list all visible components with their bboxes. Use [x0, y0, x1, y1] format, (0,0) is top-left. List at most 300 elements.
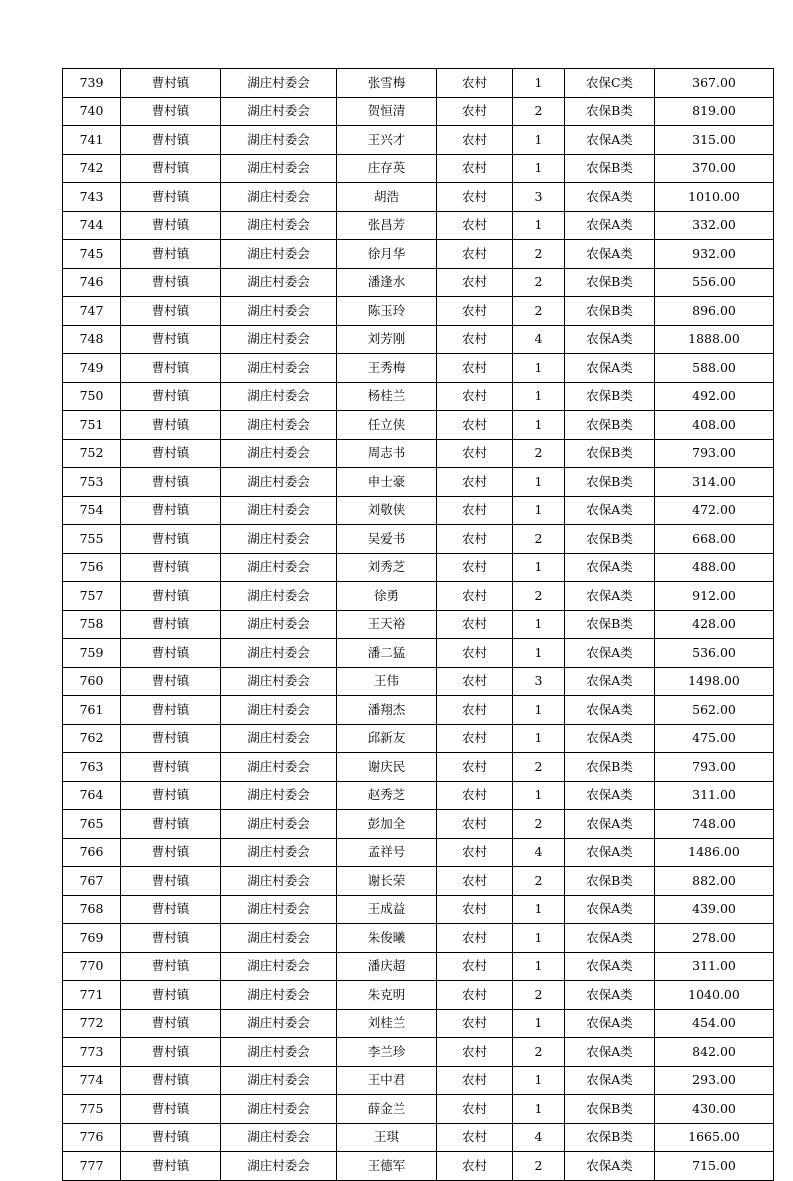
cell-category: 农保B类 [565, 1123, 655, 1152]
cell-type: 农村 [437, 810, 513, 839]
cell-amount: 428.00 [655, 610, 774, 639]
cell-amount: 278.00 [655, 924, 774, 953]
cell-count: 1 [513, 610, 565, 639]
cell-name: 孟祥号 [337, 838, 437, 867]
cell-category: 农保A类 [565, 810, 655, 839]
cell-name: 周志书 [337, 439, 437, 468]
table-row [63, 838, 774, 867]
cell-amount: 492.00 [655, 382, 774, 411]
table-row [63, 667, 774, 696]
cell-category: 农保A类 [565, 924, 655, 953]
cell-seq: 770 [63, 952, 121, 981]
cell-amount: 475.00 [655, 724, 774, 753]
cell-name: 吴爱书 [337, 525, 437, 554]
roster-table-body [63, 69, 774, 1181]
cell-name: 陈玉玲 [337, 297, 437, 326]
cell-seq: 754 [63, 496, 121, 525]
cell-name: 任立侠 [337, 411, 437, 440]
table-row [63, 639, 774, 668]
cell-type: 农村 [437, 468, 513, 497]
cell-category: 农保A类 [565, 126, 655, 155]
cell-village: 湖庄村委会 [221, 126, 337, 155]
cell-seq: 763 [63, 753, 121, 782]
cell-village: 湖庄村委会 [221, 781, 337, 810]
cell-village: 湖庄村委会 [221, 354, 337, 383]
cell-name: 赵秀芝 [337, 781, 437, 810]
cell-type: 农村 [437, 97, 513, 126]
cell-category: 农保A类 [565, 667, 655, 696]
cell-name: 王中君 [337, 1066, 437, 1095]
cell-count: 1 [513, 154, 565, 183]
cell-type: 农村 [437, 981, 513, 1010]
table-row [63, 1009, 774, 1038]
table-row [63, 496, 774, 525]
cell-town: 曹村镇 [121, 268, 221, 297]
cell-amount: 1888.00 [655, 325, 774, 354]
cell-town: 曹村镇 [121, 781, 221, 810]
cell-category: 农保A类 [565, 553, 655, 582]
cell-type: 农村 [437, 895, 513, 924]
cell-name: 徐月华 [337, 240, 437, 269]
cell-seq: 747 [63, 297, 121, 326]
cell-type: 农村 [437, 126, 513, 155]
cell-amount: 472.00 [655, 496, 774, 525]
cell-town: 曹村镇 [121, 468, 221, 497]
cell-type: 农村 [437, 753, 513, 782]
cell-village: 湖庄村委会 [221, 211, 337, 240]
cell-seq: 739 [63, 69, 121, 98]
cell-village: 湖庄村委会 [221, 610, 337, 639]
cell-seq: 760 [63, 667, 121, 696]
cell-village: 湖庄村委会 [221, 382, 337, 411]
cell-village: 湖庄村委会 [221, 183, 337, 212]
cell-type: 农村 [437, 69, 513, 98]
cell-category: 农保A类 [565, 582, 655, 611]
cell-seq: 758 [63, 610, 121, 639]
cell-town: 曹村镇 [121, 952, 221, 981]
cell-name: 贺恒清 [337, 97, 437, 126]
table-row [63, 211, 774, 240]
cell-seq: 769 [63, 924, 121, 953]
cell-village: 湖庄村委会 [221, 1152, 337, 1181]
cell-seq: 744 [63, 211, 121, 240]
cell-name: 刘敬侠 [337, 496, 437, 525]
cell-seq: 751 [63, 411, 121, 440]
cell-name: 申士豪 [337, 468, 437, 497]
cell-name: 潘庆超 [337, 952, 437, 981]
cell-town: 曹村镇 [121, 297, 221, 326]
cell-name: 王德军 [337, 1152, 437, 1181]
cell-count: 1 [513, 724, 565, 753]
table-row [63, 183, 774, 212]
cell-count: 4 [513, 325, 565, 354]
cell-type: 农村 [437, 297, 513, 326]
table-row [63, 468, 774, 497]
cell-village: 湖庄村委会 [221, 154, 337, 183]
cell-name: 刘芳刚 [337, 325, 437, 354]
cell-type: 农村 [437, 382, 513, 411]
cell-type: 农村 [437, 411, 513, 440]
cell-village: 湖庄村委会 [221, 639, 337, 668]
cell-count: 2 [513, 97, 565, 126]
cell-town: 曹村镇 [121, 981, 221, 1010]
table-row [63, 154, 774, 183]
cell-count: 2 [513, 268, 565, 297]
cell-seq: 775 [63, 1095, 121, 1124]
cell-amount: 882.00 [655, 867, 774, 896]
cell-amount: 293.00 [655, 1066, 774, 1095]
cell-type: 农村 [437, 553, 513, 582]
cell-town: 曹村镇 [121, 810, 221, 839]
cell-town: 曹村镇 [121, 639, 221, 668]
cell-name: 邱新友 [337, 724, 437, 753]
cell-category: 农保B类 [565, 97, 655, 126]
cell-amount: 439.00 [655, 895, 774, 924]
cell-village: 湖庄村委会 [221, 468, 337, 497]
cell-category: 农保A类 [565, 696, 655, 725]
cell-category: 农保A类 [565, 724, 655, 753]
cell-name: 庄存英 [337, 154, 437, 183]
cell-type: 农村 [437, 781, 513, 810]
cell-town: 曹村镇 [121, 724, 221, 753]
cell-town: 曹村镇 [121, 325, 221, 354]
cell-village: 湖庄村委会 [221, 1095, 337, 1124]
cell-amount: 311.00 [655, 952, 774, 981]
cell-name: 王兴才 [337, 126, 437, 155]
cell-village: 湖庄村委会 [221, 952, 337, 981]
cell-amount: 315.00 [655, 126, 774, 155]
table-row [63, 382, 774, 411]
cell-town: 曹村镇 [121, 1095, 221, 1124]
cell-count: 1 [513, 696, 565, 725]
cell-type: 农村 [437, 724, 513, 753]
cell-amount: 932.00 [655, 240, 774, 269]
cell-amount: 370.00 [655, 154, 774, 183]
cell-name: 王伟 [337, 667, 437, 696]
cell-village: 湖庄村委会 [221, 1038, 337, 1067]
cell-village: 湖庄村委会 [221, 895, 337, 924]
cell-type: 农村 [437, 354, 513, 383]
cell-name: 谢长荣 [337, 867, 437, 896]
cell-town: 曹村镇 [121, 696, 221, 725]
cell-category: 农保B类 [565, 268, 655, 297]
cell-village: 湖庄村委会 [221, 696, 337, 725]
cell-village: 湖庄村委会 [221, 297, 337, 326]
cell-amount: 562.00 [655, 696, 774, 725]
cell-amount: 311.00 [655, 781, 774, 810]
cell-amount: 367.00 [655, 69, 774, 98]
cell-name: 刘秀芝 [337, 553, 437, 582]
cell-name: 杨桂兰 [337, 382, 437, 411]
table-row [63, 582, 774, 611]
cell-seq: 757 [63, 582, 121, 611]
table-row [63, 1066, 774, 1095]
cell-category: 农保A类 [565, 1038, 655, 1067]
cell-village: 湖庄村委会 [221, 838, 337, 867]
cell-type: 农村 [437, 211, 513, 240]
cell-count: 1 [513, 468, 565, 497]
cell-category: 农保B类 [565, 610, 655, 639]
cell-seq: 773 [63, 1038, 121, 1067]
cell-seq: 740 [63, 97, 121, 126]
roster-table [62, 68, 774, 1181]
cell-amount: 819.00 [655, 97, 774, 126]
cell-category: 农保B类 [565, 525, 655, 554]
cell-type: 农村 [437, 952, 513, 981]
cell-town: 曹村镇 [121, 1123, 221, 1152]
cell-town: 曹村镇 [121, 1038, 221, 1067]
cell-type: 农村 [437, 1095, 513, 1124]
cell-town: 曹村镇 [121, 183, 221, 212]
cell-village: 湖庄村委会 [221, 69, 337, 98]
table-row [63, 924, 774, 953]
cell-seq: 767 [63, 867, 121, 896]
cell-village: 湖庄村委会 [221, 240, 337, 269]
cell-count: 1 [513, 496, 565, 525]
cell-village: 湖庄村委会 [221, 1123, 337, 1152]
cell-village: 湖庄村委会 [221, 268, 337, 297]
table-row [63, 1038, 774, 1067]
table-row [63, 126, 774, 155]
cell-name: 张雪梅 [337, 69, 437, 98]
cell-category: 农保A类 [565, 1066, 655, 1095]
cell-name: 朱俊曦 [337, 924, 437, 953]
cell-count: 2 [513, 1152, 565, 1181]
cell-seq: 753 [63, 468, 121, 497]
cell-seq: 746 [63, 268, 121, 297]
cell-category: 农保B类 [565, 154, 655, 183]
cell-village: 湖庄村委会 [221, 1066, 337, 1095]
cell-category: 农保A类 [565, 639, 655, 668]
cell-seq: 750 [63, 382, 121, 411]
table-row [63, 525, 774, 554]
cell-type: 农村 [437, 325, 513, 354]
cell-category: 农保B类 [565, 297, 655, 326]
cell-type: 农村 [437, 610, 513, 639]
cell-amount: 748.00 [655, 810, 774, 839]
table-row [63, 952, 774, 981]
cell-count: 2 [513, 297, 565, 326]
cell-village: 湖庄村委会 [221, 411, 337, 440]
table-row [63, 781, 774, 810]
cell-count: 1 [513, 211, 565, 240]
cell-amount: 1010.00 [655, 183, 774, 212]
table-row [63, 724, 774, 753]
cell-type: 农村 [437, 924, 513, 953]
cell-town: 曹村镇 [121, 895, 221, 924]
cell-type: 农村 [437, 268, 513, 297]
cell-village: 湖庄村委会 [221, 867, 337, 896]
cell-type: 农村 [437, 240, 513, 269]
cell-seq: 762 [63, 724, 121, 753]
cell-seq: 756 [63, 553, 121, 582]
cell-category: 农保A类 [565, 211, 655, 240]
table-row [63, 97, 774, 126]
cell-type: 农村 [437, 496, 513, 525]
cell-category: 农保A类 [565, 781, 655, 810]
cell-seq: 742 [63, 154, 121, 183]
cell-category: 农保A类 [565, 496, 655, 525]
cell-town: 曹村镇 [121, 439, 221, 468]
cell-name: 李兰珍 [337, 1038, 437, 1067]
cell-name: 谢庆民 [337, 753, 437, 782]
cell-seq: 776 [63, 1123, 121, 1152]
cell-category: 农保A类 [565, 952, 655, 981]
cell-category: 农保B类 [565, 753, 655, 782]
cell-amount: 896.00 [655, 297, 774, 326]
cell-amount: 1498.00 [655, 667, 774, 696]
cell-village: 湖庄村委会 [221, 525, 337, 554]
cell-seq: 772 [63, 1009, 121, 1038]
cell-town: 曹村镇 [121, 667, 221, 696]
cell-village: 湖庄村委会 [221, 667, 337, 696]
cell-type: 农村 [437, 838, 513, 867]
cell-category: 农保A类 [565, 183, 655, 212]
cell-amount: 454.00 [655, 1009, 774, 1038]
table-row [63, 610, 774, 639]
cell-seq: 743 [63, 183, 121, 212]
cell-category: 农保B类 [565, 439, 655, 468]
cell-village: 湖庄村委会 [221, 97, 337, 126]
cell-town: 曹村镇 [121, 525, 221, 554]
cell-count: 2 [513, 753, 565, 782]
cell-type: 农村 [437, 1038, 513, 1067]
cell-type: 农村 [437, 525, 513, 554]
cell-town: 曹村镇 [121, 867, 221, 896]
cell-count: 3 [513, 183, 565, 212]
cell-village: 湖庄村委会 [221, 325, 337, 354]
cell-town: 曹村镇 [121, 1009, 221, 1038]
cell-count: 1 [513, 895, 565, 924]
cell-town: 曹村镇 [121, 354, 221, 383]
cell-count: 1 [513, 1095, 565, 1124]
cell-amount: 668.00 [655, 525, 774, 554]
cell-amount: 715.00 [655, 1152, 774, 1181]
table-row [63, 240, 774, 269]
cell-town: 曹村镇 [121, 126, 221, 155]
cell-count: 1 [513, 382, 565, 411]
cell-count: 2 [513, 1038, 565, 1067]
cell-amount: 556.00 [655, 268, 774, 297]
cell-count: 2 [513, 525, 565, 554]
cell-town: 曹村镇 [121, 411, 221, 440]
cell-count: 1 [513, 126, 565, 155]
cell-seq: 759 [63, 639, 121, 668]
cell-count: 4 [513, 838, 565, 867]
table-row [63, 867, 774, 896]
cell-category: 农保A类 [565, 1152, 655, 1181]
cell-count: 2 [513, 810, 565, 839]
cell-amount: 1665.00 [655, 1123, 774, 1152]
cell-town: 曹村镇 [121, 1152, 221, 1181]
cell-name: 潘二猛 [337, 639, 437, 668]
cell-seq: 766 [63, 838, 121, 867]
cell-village: 湖庄村委会 [221, 439, 337, 468]
cell-type: 农村 [437, 867, 513, 896]
cell-town: 曹村镇 [121, 924, 221, 953]
cell-count: 1 [513, 69, 565, 98]
cell-category: 农保B类 [565, 382, 655, 411]
cell-village: 湖庄村委会 [221, 553, 337, 582]
cell-category: 农保A类 [565, 981, 655, 1010]
cell-category: 农保A类 [565, 240, 655, 269]
cell-category: 农保B类 [565, 1095, 655, 1124]
cell-town: 曹村镇 [121, 69, 221, 98]
table-row [63, 810, 774, 839]
cell-category: 农保A类 [565, 1009, 655, 1038]
cell-village: 湖庄村委会 [221, 1009, 337, 1038]
cell-count: 1 [513, 639, 565, 668]
cell-seq: 745 [63, 240, 121, 269]
cell-category: 农保B类 [565, 867, 655, 896]
cell-seq: 764 [63, 781, 121, 810]
cell-seq: 768 [63, 895, 121, 924]
cell-town: 曹村镇 [121, 211, 221, 240]
table-row [63, 268, 774, 297]
table-row [63, 1095, 774, 1124]
table-row [63, 981, 774, 1010]
cell-amount: 314.00 [655, 468, 774, 497]
cell-count: 1 [513, 924, 565, 953]
cell-count: 1 [513, 1066, 565, 1095]
cell-seq: 774 [63, 1066, 121, 1095]
cell-name: 张昌芳 [337, 211, 437, 240]
table-row [63, 411, 774, 440]
cell-town: 曹村镇 [121, 553, 221, 582]
cell-name: 薛金兰 [337, 1095, 437, 1124]
cell-village: 湖庄村委会 [221, 810, 337, 839]
cell-count: 1 [513, 952, 565, 981]
table-row [63, 753, 774, 782]
cell-category: 农保B类 [565, 411, 655, 440]
cell-amount: 793.00 [655, 753, 774, 782]
cell-seq: 777 [63, 1152, 121, 1181]
cell-count: 2 [513, 582, 565, 611]
cell-amount: 536.00 [655, 639, 774, 668]
cell-type: 农村 [437, 582, 513, 611]
cell-count: 3 [513, 667, 565, 696]
cell-amount: 793.00 [655, 439, 774, 468]
cell-seq: 765 [63, 810, 121, 839]
cell-town: 曹村镇 [121, 610, 221, 639]
table-row [63, 696, 774, 725]
cell-amount: 332.00 [655, 211, 774, 240]
table-row [63, 553, 774, 582]
cell-town: 曹村镇 [121, 240, 221, 269]
table-row [63, 297, 774, 326]
cell-amount: 430.00 [655, 1095, 774, 1124]
cell-count: 4 [513, 1123, 565, 1152]
cell-count: 1 [513, 781, 565, 810]
cell-name: 彭加全 [337, 810, 437, 839]
cell-name: 朱克明 [337, 981, 437, 1010]
cell-count: 1 [513, 553, 565, 582]
cell-town: 曹村镇 [121, 753, 221, 782]
cell-category: 农保A类 [565, 325, 655, 354]
cell-village: 湖庄村委会 [221, 753, 337, 782]
cell-town: 曹村镇 [121, 838, 221, 867]
cell-village: 湖庄村委会 [221, 724, 337, 753]
cell-name: 刘桂兰 [337, 1009, 437, 1038]
cell-type: 农村 [437, 1009, 513, 1038]
cell-count: 2 [513, 240, 565, 269]
cell-amount: 488.00 [655, 553, 774, 582]
cell-type: 农村 [437, 439, 513, 468]
table-row [63, 69, 774, 98]
cell-amount: 588.00 [655, 354, 774, 383]
cell-count: 2 [513, 981, 565, 1010]
cell-town: 曹村镇 [121, 382, 221, 411]
